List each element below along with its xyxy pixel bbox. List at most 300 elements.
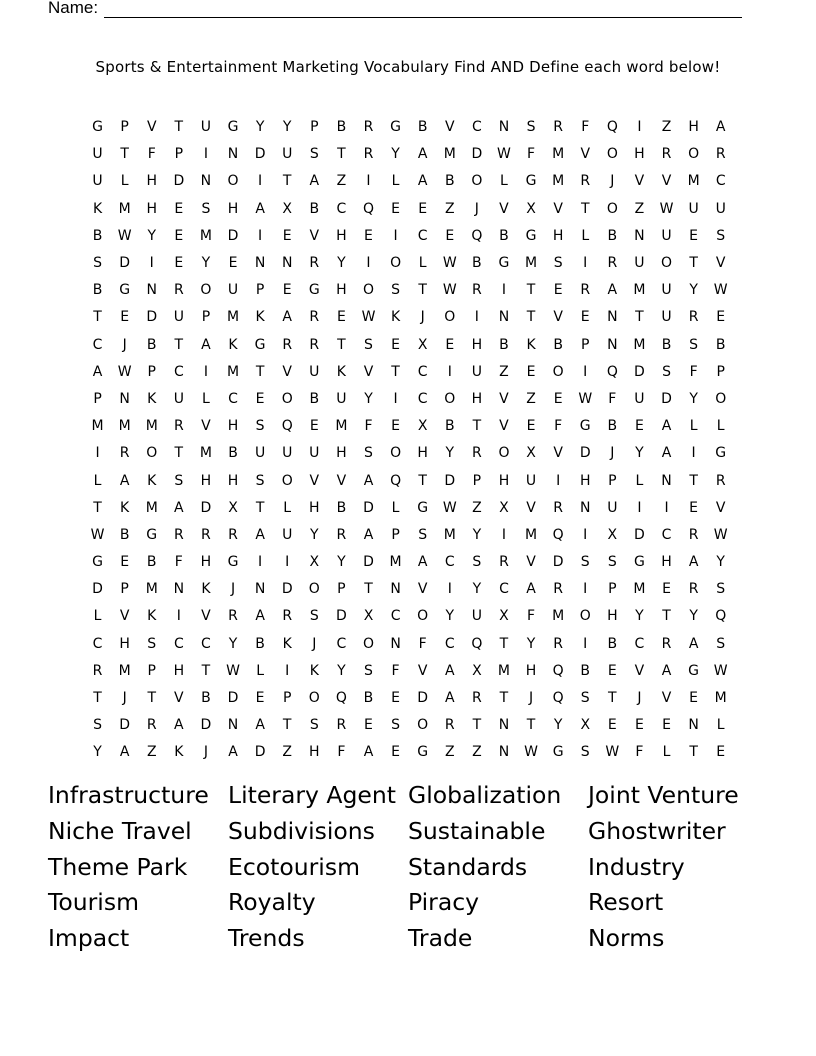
grid-letter[interactable]: B: [363, 690, 374, 707]
grid-letter[interactable]: I: [447, 363, 452, 380]
grid-letter[interactable]: I: [285, 554, 290, 571]
grid-letter[interactable]: V: [201, 418, 211, 435]
grid-letter[interactable]: L: [120, 173, 129, 190]
grid-letter[interactable]: V: [201, 608, 211, 625]
grid-letter[interactable]: V: [553, 309, 563, 326]
grid-letter[interactable]: H: [309, 499, 320, 516]
grid-letter[interactable]: W: [524, 744, 538, 761]
grid-letter[interactable]: T: [635, 309, 644, 326]
grid-letter[interactable]: S: [309, 717, 319, 734]
grid-letter[interactable]: C: [228, 390, 238, 407]
grid-letter[interactable]: K: [147, 472, 157, 489]
grid-letter[interactable]: U: [336, 390, 347, 407]
grid-letter[interactable]: A: [363, 472, 374, 489]
grid-letter[interactable]: E: [662, 717, 671, 734]
grid-letter[interactable]: G: [92, 119, 103, 136]
grid-letter[interactable]: Z: [499, 363, 509, 380]
grid-letter[interactable]: Y: [337, 255, 346, 272]
grid-letter[interactable]: U: [254, 445, 266, 462]
grid-letter[interactable]: C: [92, 635, 103, 652]
grid-letter[interactable]: C: [336, 635, 347, 652]
grid-letter[interactable]: B: [309, 390, 320, 407]
grid-letter[interactable]: C: [417, 390, 428, 407]
grid-letter[interactable]: I: [393, 390, 398, 407]
grid-letter[interactable]: P: [608, 472, 617, 489]
grid-letter[interactable]: R: [228, 608, 238, 625]
grid-letter[interactable]: N: [227, 717, 239, 734]
grid-letter[interactable]: T: [526, 309, 536, 326]
grid-letter[interactable]: R: [715, 146, 726, 163]
grid-letter[interactable]: M: [118, 662, 131, 679]
grid-letter[interactable]: U: [471, 363, 482, 380]
grid-letter[interactable]: N: [390, 581, 401, 598]
grid-letter[interactable]: M: [226, 363, 240, 380]
grid-letter[interactable]: B: [336, 119, 347, 136]
grid-letter[interactable]: X: [363, 608, 374, 625]
grid-letter[interactable]: Q: [335, 690, 347, 707]
grid-letter[interactable]: X: [526, 200, 536, 217]
grid-letter[interactable]: J: [610, 445, 615, 462]
grid-letter[interactable]: J: [122, 690, 127, 707]
grid-letter[interactable]: Y: [716, 554, 725, 571]
grid-letter[interactable]: L: [391, 173, 400, 190]
grid-letter[interactable]: G: [254, 336, 266, 353]
grid-letter[interactable]: T: [526, 717, 536, 734]
grid-letter[interactable]: X: [472, 662, 482, 679]
grid-letter[interactable]: C: [417, 227, 428, 244]
grid-letter[interactable]: D: [661, 390, 672, 407]
grid-letter[interactable]: G: [498, 255, 510, 272]
grid-letter[interactable]: P: [147, 662, 156, 679]
grid-letter[interactable]: N: [254, 255, 266, 272]
grid-letter[interactable]: A: [661, 418, 672, 435]
grid-letter[interactable]: I: [366, 173, 371, 190]
grid-letter[interactable]: U: [173, 309, 184, 326]
grid-letter[interactable]: R: [173, 282, 184, 299]
grid-letter[interactable]: K: [92, 200, 103, 217]
grid-letter[interactable]: B: [336, 499, 347, 516]
grid-letter[interactable]: O: [362, 282, 374, 299]
grid-letter[interactable]: R: [444, 717, 455, 734]
grid-letter[interactable]: H: [661, 554, 672, 571]
grid-letter[interactable]: K: [282, 635, 292, 652]
grid-letter[interactable]: I: [583, 255, 588, 272]
grid-letter[interactable]: Q: [606, 363, 618, 380]
grid-letter[interactable]: Q: [281, 418, 293, 435]
grid-letter[interactable]: O: [417, 608, 429, 625]
grid-letter[interactable]: W: [659, 200, 674, 217]
grid-letter[interactable]: D: [471, 146, 483, 163]
grid-letter[interactable]: A: [363, 744, 374, 761]
grid-letter[interactable]: C: [173, 635, 184, 652]
grid-letter[interactable]: N: [607, 336, 618, 353]
grid-letter[interactable]: V: [146, 119, 157, 136]
grid-letter[interactable]: R: [201, 526, 211, 543]
grid-letter[interactable]: D: [119, 255, 131, 272]
grid-letter[interactable]: L: [202, 390, 210, 407]
grid-letter[interactable]: J: [637, 690, 642, 707]
grid-letter[interactable]: T: [418, 282, 427, 299]
grid-letter[interactable]: D: [92, 581, 103, 598]
grid-letter[interactable]: P: [147, 363, 156, 380]
grid-letter[interactable]: M: [91, 418, 104, 435]
grid-letter[interactable]: G: [579, 418, 591, 435]
grid-letter[interactable]: M: [199, 227, 212, 244]
grid-letter[interactable]: C: [715, 173, 726, 190]
grid-letter[interactable]: Q: [362, 200, 374, 217]
grid-letter[interactable]: R: [282, 336, 293, 353]
grid-letter[interactable]: Z: [336, 173, 347, 190]
grid-letter[interactable]: L: [500, 173, 508, 190]
grid-letter[interactable]: Y: [472, 526, 482, 543]
grid-letter[interactable]: S: [607, 554, 617, 571]
grid-letter[interactable]: C: [92, 336, 103, 353]
grid-letter[interactable]: V: [336, 472, 347, 489]
grid-letter[interactable]: Y: [364, 390, 373, 407]
grid-letter[interactable]: T: [689, 255, 698, 272]
grid-letter[interactable]: E: [689, 690, 699, 707]
grid-letter[interactable]: R: [661, 635, 672, 652]
grid-letter[interactable]: R: [553, 499, 563, 516]
grid-letter[interactable]: U: [282, 445, 293, 462]
grid-letter[interactable]: C: [173, 363, 184, 380]
grid-letter[interactable]: D: [634, 363, 645, 380]
grid-letter[interactable]: F: [581, 119, 590, 136]
grid-letter[interactable]: E: [391, 200, 400, 217]
grid-letter[interactable]: H: [471, 390, 483, 407]
grid-letter[interactable]: V: [174, 690, 184, 707]
grid-letter[interactable]: K: [120, 499, 130, 516]
grid-letter[interactable]: P: [93, 390, 102, 407]
grid-letter[interactable]: C: [471, 119, 482, 136]
grid-letter[interactable]: G: [525, 173, 537, 190]
grid-letter[interactable]: S: [174, 472, 184, 489]
grid-letter[interactable]: B: [309, 200, 320, 217]
grid-letter[interactable]: U: [661, 309, 672, 326]
grid-letter[interactable]: S: [553, 255, 563, 272]
grid-letter[interactable]: J: [420, 309, 425, 326]
grid-letter[interactable]: X: [417, 418, 428, 435]
grid-letter[interactable]: T: [526, 282, 536, 299]
grid-letter[interactable]: O: [417, 717, 429, 734]
grid-letter[interactable]: Z: [661, 119, 672, 136]
grid-letter[interactable]: S: [716, 227, 726, 244]
grid-letter[interactable]: Y: [201, 255, 211, 272]
grid-letter[interactable]: A: [255, 608, 265, 625]
grid-letter[interactable]: V: [309, 472, 320, 489]
grid-letter[interactable]: R: [363, 119, 374, 136]
grid-letter[interactable]: S: [364, 445, 373, 462]
name-blank-line[interactable]: [104, 0, 742, 18]
grid-letter[interactable]: I: [149, 255, 154, 272]
grid-letter[interactable]: W: [117, 363, 132, 380]
grid-letter[interactable]: T: [337, 336, 346, 353]
grid-letter[interactable]: G: [525, 227, 537, 244]
grid-letter[interactable]: B: [92, 282, 103, 299]
grid-letter[interactable]: M: [145, 499, 158, 516]
grid-letter[interactable]: W: [713, 282, 728, 299]
grid-letter[interactable]: D: [552, 554, 564, 571]
grid-letter[interactable]: O: [281, 472, 293, 489]
grid-letter[interactable]: R: [228, 526, 238, 543]
grid-letter[interactable]: E: [282, 282, 292, 299]
grid-letter[interactable]: E: [364, 717, 373, 734]
grid-letter[interactable]: E: [364, 227, 373, 244]
grid-letter[interactable]: Q: [390, 472, 402, 489]
grid-letter[interactable]: A: [607, 282, 618, 299]
grid-letter[interactable]: I: [637, 119, 642, 136]
grid-letter[interactable]: H: [227, 200, 239, 217]
grid-letter[interactable]: I: [95, 445, 100, 462]
grid-letter[interactable]: O: [498, 445, 510, 462]
grid-letter[interactable]: L: [93, 608, 102, 625]
grid-letter[interactable]: I: [583, 635, 588, 652]
grid-letter[interactable]: K: [201, 581, 211, 598]
grid-letter[interactable]: I: [258, 173, 263, 190]
grid-letter[interactable]: M: [497, 662, 510, 679]
grid-letter[interactable]: R: [309, 255, 320, 272]
grid-letter[interactable]: E: [607, 662, 617, 679]
grid-letter[interactable]: H: [146, 173, 157, 190]
grid-letter[interactable]: P: [472, 472, 482, 489]
grid-letter[interactable]: G: [390, 119, 401, 136]
grid-letter[interactable]: V: [417, 662, 428, 679]
grid-letter[interactable]: G: [688, 662, 700, 679]
grid-letter[interactable]: P: [282, 690, 292, 707]
grid-letter[interactable]: H: [173, 662, 185, 679]
grid-letter[interactable]: V: [499, 418, 509, 435]
grid-letter[interactable]: H: [336, 445, 347, 462]
grid-letter[interactable]: H: [634, 146, 645, 163]
grid-letter[interactable]: X: [417, 336, 428, 353]
grid-letter[interactable]: G: [119, 282, 131, 299]
grid-letter[interactable]: M: [525, 255, 538, 272]
grid-letter[interactable]: Y: [337, 554, 346, 571]
grid-letter[interactable]: A: [282, 309, 292, 326]
grid-letter[interactable]: S: [364, 662, 373, 679]
grid-letter[interactable]: T: [418, 472, 427, 489]
grid-letter[interactable]: O: [146, 445, 158, 462]
grid-letter[interactable]: A: [92, 363, 103, 380]
grid-letter[interactable]: C: [661, 526, 672, 543]
grid-letter[interactable]: I: [285, 662, 290, 679]
grid-letter[interactable]: H: [607, 608, 618, 625]
grid-letter[interactable]: N: [661, 472, 672, 489]
grid-letter[interactable]: R: [471, 445, 482, 462]
grid-letter[interactable]: V: [634, 173, 645, 190]
grid-letter[interactable]: P: [581, 336, 590, 353]
grid-letter[interactable]: I: [583, 526, 588, 543]
grid-letter[interactable]: Z: [472, 744, 482, 761]
grid-letter[interactable]: T: [174, 119, 184, 136]
grid-letter[interactable]: R: [553, 581, 563, 598]
grid-letter[interactable]: O: [606, 146, 618, 163]
grid-letter[interactable]: V: [282, 363, 292, 380]
grid-letter[interactable]: S: [526, 119, 536, 136]
grid-letter[interactable]: U: [282, 146, 293, 163]
grid-letter[interactable]: A: [174, 717, 184, 734]
grid-letter[interactable]: A: [119, 472, 130, 489]
grid-letter[interactable]: D: [634, 526, 645, 543]
grid-letter[interactable]: M: [443, 146, 456, 163]
grid-letter[interactable]: M: [443, 526, 456, 543]
grid-letter[interactable]: T: [147, 690, 157, 707]
grid-letter[interactable]: H: [688, 119, 699, 136]
grid-letter[interactable]: S: [309, 608, 319, 625]
grid-letter[interactable]: E: [689, 499, 699, 516]
grid-letter[interactable]: T: [391, 363, 400, 380]
grid-letter[interactable]: B: [607, 227, 618, 244]
grid-letter[interactable]: A: [255, 200, 265, 217]
grid-letter[interactable]: S: [662, 363, 671, 380]
grid-letter[interactable]: W: [605, 744, 620, 761]
grid-letter[interactable]: D: [227, 227, 239, 244]
grid-letter[interactable]: A: [661, 662, 672, 679]
grid-letter[interactable]: E: [716, 744, 726, 761]
grid-letter[interactable]: B: [146, 336, 157, 353]
grid-letter[interactable]: M: [714, 690, 727, 707]
grid-letter[interactable]: Y: [147, 227, 157, 244]
grid-letter[interactable]: A: [255, 717, 265, 734]
grid-letter[interactable]: L: [581, 227, 590, 244]
grid-letter[interactable]: A: [309, 173, 320, 190]
grid-letter[interactable]: H: [498, 472, 510, 489]
grid-letter[interactable]: L: [256, 662, 265, 679]
grid-letter[interactable]: S: [201, 200, 211, 217]
grid-letter[interactable]: A: [688, 554, 699, 571]
grid-letter[interactable]: I: [501, 282, 507, 299]
grid-letter[interactable]: W: [226, 662, 240, 679]
grid-letter[interactable]: W: [713, 526, 728, 543]
grid-letter[interactable]: L: [662, 744, 671, 761]
grid-letter[interactable]: G: [146, 526, 158, 543]
grid-letter[interactable]: T: [93, 309, 102, 326]
grid-letter[interactable]: G: [417, 744, 429, 761]
grid-letter[interactable]: A: [174, 499, 184, 516]
grid-letter[interactable]: Y: [310, 526, 319, 543]
grid-letter[interactable]: L: [93, 472, 102, 489]
grid-letter[interactable]: G: [92, 554, 103, 571]
grid-letter[interactable]: V: [715, 499, 726, 516]
grid-letter[interactable]: R: [471, 282, 482, 299]
grid-letter[interactable]: R: [336, 717, 347, 734]
grid-letter[interactable]: E: [120, 309, 130, 326]
grid-letter[interactable]: T: [255, 363, 265, 380]
grid-letter[interactable]: R: [146, 717, 157, 734]
grid-letter[interactable]: X: [499, 608, 509, 625]
grid-letter[interactable]: D: [254, 146, 266, 163]
grid-letter[interactable]: E: [445, 336, 455, 353]
grid-letter[interactable]: P: [608, 581, 617, 598]
grid-letter[interactable]: E: [418, 200, 428, 217]
grid-letter[interactable]: R: [661, 146, 672, 163]
grid-letter[interactable]: B: [228, 445, 238, 462]
grid-letter[interactable]: H: [309, 744, 320, 761]
grid-letter[interactable]: V: [444, 119, 455, 136]
grid-letter[interactable]: A: [119, 744, 130, 761]
grid-letter[interactable]: M: [335, 418, 348, 435]
grid-letter[interactable]: E: [309, 418, 319, 435]
grid-letter[interactable]: H: [579, 472, 591, 489]
grid-letter[interactable]: B: [444, 418, 455, 435]
grid-letter[interactable]: M: [552, 608, 565, 625]
grid-letter[interactable]: A: [715, 119, 726, 136]
grid-letter[interactable]: Z: [444, 744, 455, 761]
grid-letter[interactable]: D: [336, 608, 347, 625]
grid-letter[interactable]: X: [499, 499, 509, 516]
grid-letter[interactable]: L: [689, 418, 698, 435]
grid-letter[interactable]: G: [417, 499, 429, 516]
grid-letter[interactable]: E: [255, 390, 265, 407]
grid-letter[interactable]: H: [200, 554, 212, 571]
grid-letter[interactable]: E: [282, 227, 292, 244]
grid-letter[interactable]: O: [606, 200, 618, 217]
grid-letter[interactable]: D: [444, 472, 456, 489]
grid-letter[interactable]: M: [633, 336, 646, 353]
grid-letter[interactable]: D: [363, 554, 374, 571]
grid-letter[interactable]: M: [633, 282, 646, 299]
grid-letter[interactable]: M: [118, 418, 131, 435]
grid-letter[interactable]: N: [688, 717, 699, 734]
grid-letter[interactable]: E: [634, 418, 644, 435]
grid-letter[interactable]: T: [580, 200, 590, 217]
grid-letter[interactable]: D: [363, 499, 374, 516]
grid-letter[interactable]: X: [228, 499, 238, 516]
grid-letter[interactable]: S: [716, 581, 726, 598]
grid-letter[interactable]: I: [203, 363, 208, 380]
grid-letter[interactable]: Y: [337, 662, 346, 679]
grid-letter[interactable]: T: [472, 418, 482, 435]
grid-letter[interactable]: O: [362, 635, 374, 652]
grid-letter[interactable]: Y: [255, 119, 265, 136]
grid-letter[interactable]: A: [417, 146, 428, 163]
grid-letter[interactable]: V: [553, 200, 563, 217]
grid-letter[interactable]: Z: [526, 390, 536, 407]
grid-letter[interactable]: E: [634, 717, 644, 734]
grid-letter[interactable]: R: [499, 554, 509, 571]
grid-letter[interactable]: P: [201, 309, 211, 326]
grid-letter[interactable]: E: [553, 282, 563, 299]
grid-letter[interactable]: Q: [471, 635, 483, 652]
grid-letter[interactable]: K: [147, 390, 157, 407]
grid-letter[interactable]: Q: [471, 227, 483, 244]
grid-letter[interactable]: R: [173, 418, 184, 435]
grid-letter[interactable]: E: [228, 255, 238, 272]
grid-letter[interactable]: M: [525, 526, 538, 543]
grid-letter[interactable]: E: [689, 227, 699, 244]
grid-letter[interactable]: A: [688, 635, 699, 652]
grid-letter[interactable]: Z: [634, 200, 645, 217]
grid-letter[interactable]: B: [472, 255, 482, 272]
grid-letter[interactable]: I: [556, 472, 561, 489]
grid-letter[interactable]: I: [366, 255, 371, 272]
grid-letter[interactable]: U: [661, 282, 672, 299]
grid-letter[interactable]: Y: [635, 445, 644, 462]
grid-letter[interactable]: T: [689, 472, 698, 489]
grid-letter[interactable]: S: [391, 282, 401, 299]
grid-letter[interactable]: F: [689, 363, 698, 380]
grid-letter[interactable]: T: [282, 717, 292, 734]
grid-letter[interactable]: N: [173, 581, 185, 598]
grid-letter[interactable]: H: [336, 227, 347, 244]
grid-letter[interactable]: S: [472, 554, 482, 571]
grid-letter[interactable]: P: [120, 581, 129, 598]
grid-letter[interactable]: V: [417, 581, 428, 598]
grid-letter[interactable]: F: [174, 554, 183, 571]
grid-letter[interactable]: M: [118, 200, 131, 217]
grid-letter[interactable]: Z: [146, 744, 157, 761]
grid-letter[interactable]: Q: [715, 608, 727, 625]
